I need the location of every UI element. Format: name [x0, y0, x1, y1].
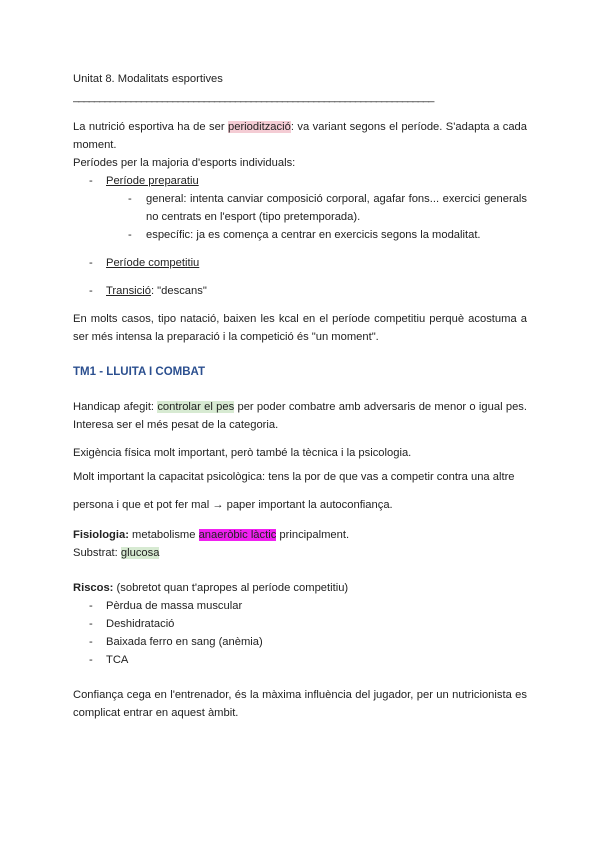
- list-item-transition: [73, 282, 527, 300]
- intro-paragraph: [73, 118, 527, 154]
- list-dash: -: [89, 618, 93, 630]
- risks-note: (sobretot quan t'apropes al període competitiu): [113, 582, 349, 594]
- highlight-glucose: glucosa: [120, 547, 160, 559]
- sub-item-general: [73, 190, 527, 226]
- unit-title: Unitat 8. Modalitats esportives: [73, 73, 223, 85]
- handicap-text: per poder combatre amb adversaris de menor o igual pes. Interesa ser el més pesat de la categoria.: [73, 401, 528, 431]
- physiology-text-end: principalment.: [276, 529, 350, 541]
- psych-line-2: persona i que et pot fer mal → paper important la autoconfiança.: [73, 499, 393, 511]
- risks-heading: [73, 579, 527, 597]
- physiology-text: metabolisme: [128, 529, 199, 541]
- list-dash: -: [89, 175, 93, 187]
- list-item: [73, 633, 527, 651]
- sub-item-general-text: general: intenta canviar composició corporal, agafar fons... exercici generals no centrats en l'esport (tipo pretemporada).: [146, 193, 527, 223]
- list-dash: -: [89, 600, 93, 612]
- competitive-label: Període competitiu: [106, 257, 200, 269]
- risk-text: TCA: [106, 654, 129, 666]
- substrate-label: Substrat:: [73, 547, 121, 559]
- title-rule: _____________________________________________________________________: [73, 91, 434, 103]
- highlight-anaerobic-lactic: anaeròbic làctic: [198, 529, 277, 541]
- preparatory-label: Període preparatiu: [106, 175, 199, 187]
- sub-item-specific: [73, 226, 527, 244]
- list-dash: -: [89, 285, 93, 297]
- trust-paragraph: Confiança cega en l'entrenador, és la màxima influència del jugador, per un nutricionista es complicat entrar en aquest àmbit.: [73, 689, 527, 719]
- sub-dash: -: [128, 229, 132, 241]
- list-item-preparatory: [73, 172, 527, 190]
- transition-note: : "descans": [150, 285, 207, 297]
- list-dash: -: [89, 654, 93, 666]
- demand-paragraph: Exigència física molt important, però també la tècnica i la psicologia.: [73, 447, 412, 459]
- list-dash: -: [89, 257, 93, 269]
- risk-text: Deshidratació: [106, 618, 175, 630]
- highlight-weight-control: controlar el pes: [157, 401, 235, 413]
- sub-dash: -: [128, 193, 132, 205]
- document-page: [73, 70, 527, 722]
- substrate-line: [73, 544, 527, 562]
- periods-intro: Períodes per la majoria d'esports individuals:: [73, 157, 296, 169]
- intro-text-start: La nutrició esportiva ha de ser: [73, 121, 228, 133]
- list-item: [73, 597, 527, 615]
- highlight-periodization: periodització: [228, 121, 291, 133]
- risks-label: Riscos:: [73, 582, 114, 594]
- sub-item-specific-text: específic: ja es comença a centrar en exercicis segons la modalitat.: [146, 229, 481, 241]
- list-item: [73, 651, 527, 669]
- list-item: [73, 615, 527, 633]
- section-heading-tm1: TM1 - LLUITA I COMBAT: [73, 366, 206, 378]
- transition-label: Transició: [106, 285, 151, 297]
- physiology-line: [73, 526, 527, 544]
- kcal-note: En molts casos, tipo natació, baixen les kcal en el període competitiu perquè acostuma a ser més intensa la preparació i la competició és "un moment".: [73, 313, 527, 343]
- risk-text: Baixada ferro en sang (anèmia): [106, 636, 263, 648]
- list-dash: -: [89, 636, 93, 648]
- physiology-label: Fisiologia:: [73, 529, 129, 541]
- intro-text-end: : va variant segons el període. S'adapta a cada moment.: [73, 121, 527, 151]
- handicap-paragraph: [73, 398, 527, 434]
- psych-line-1: Molt important la capacitat psicològica: tens la por de que vas a competir contra una altre: [73, 471, 515, 483]
- risk-text: Pèrdua de massa muscular: [106, 600, 243, 612]
- handicap-label: Handicap afegit:: [73, 401, 158, 413]
- list-item-competitive: [73, 254, 527, 272]
